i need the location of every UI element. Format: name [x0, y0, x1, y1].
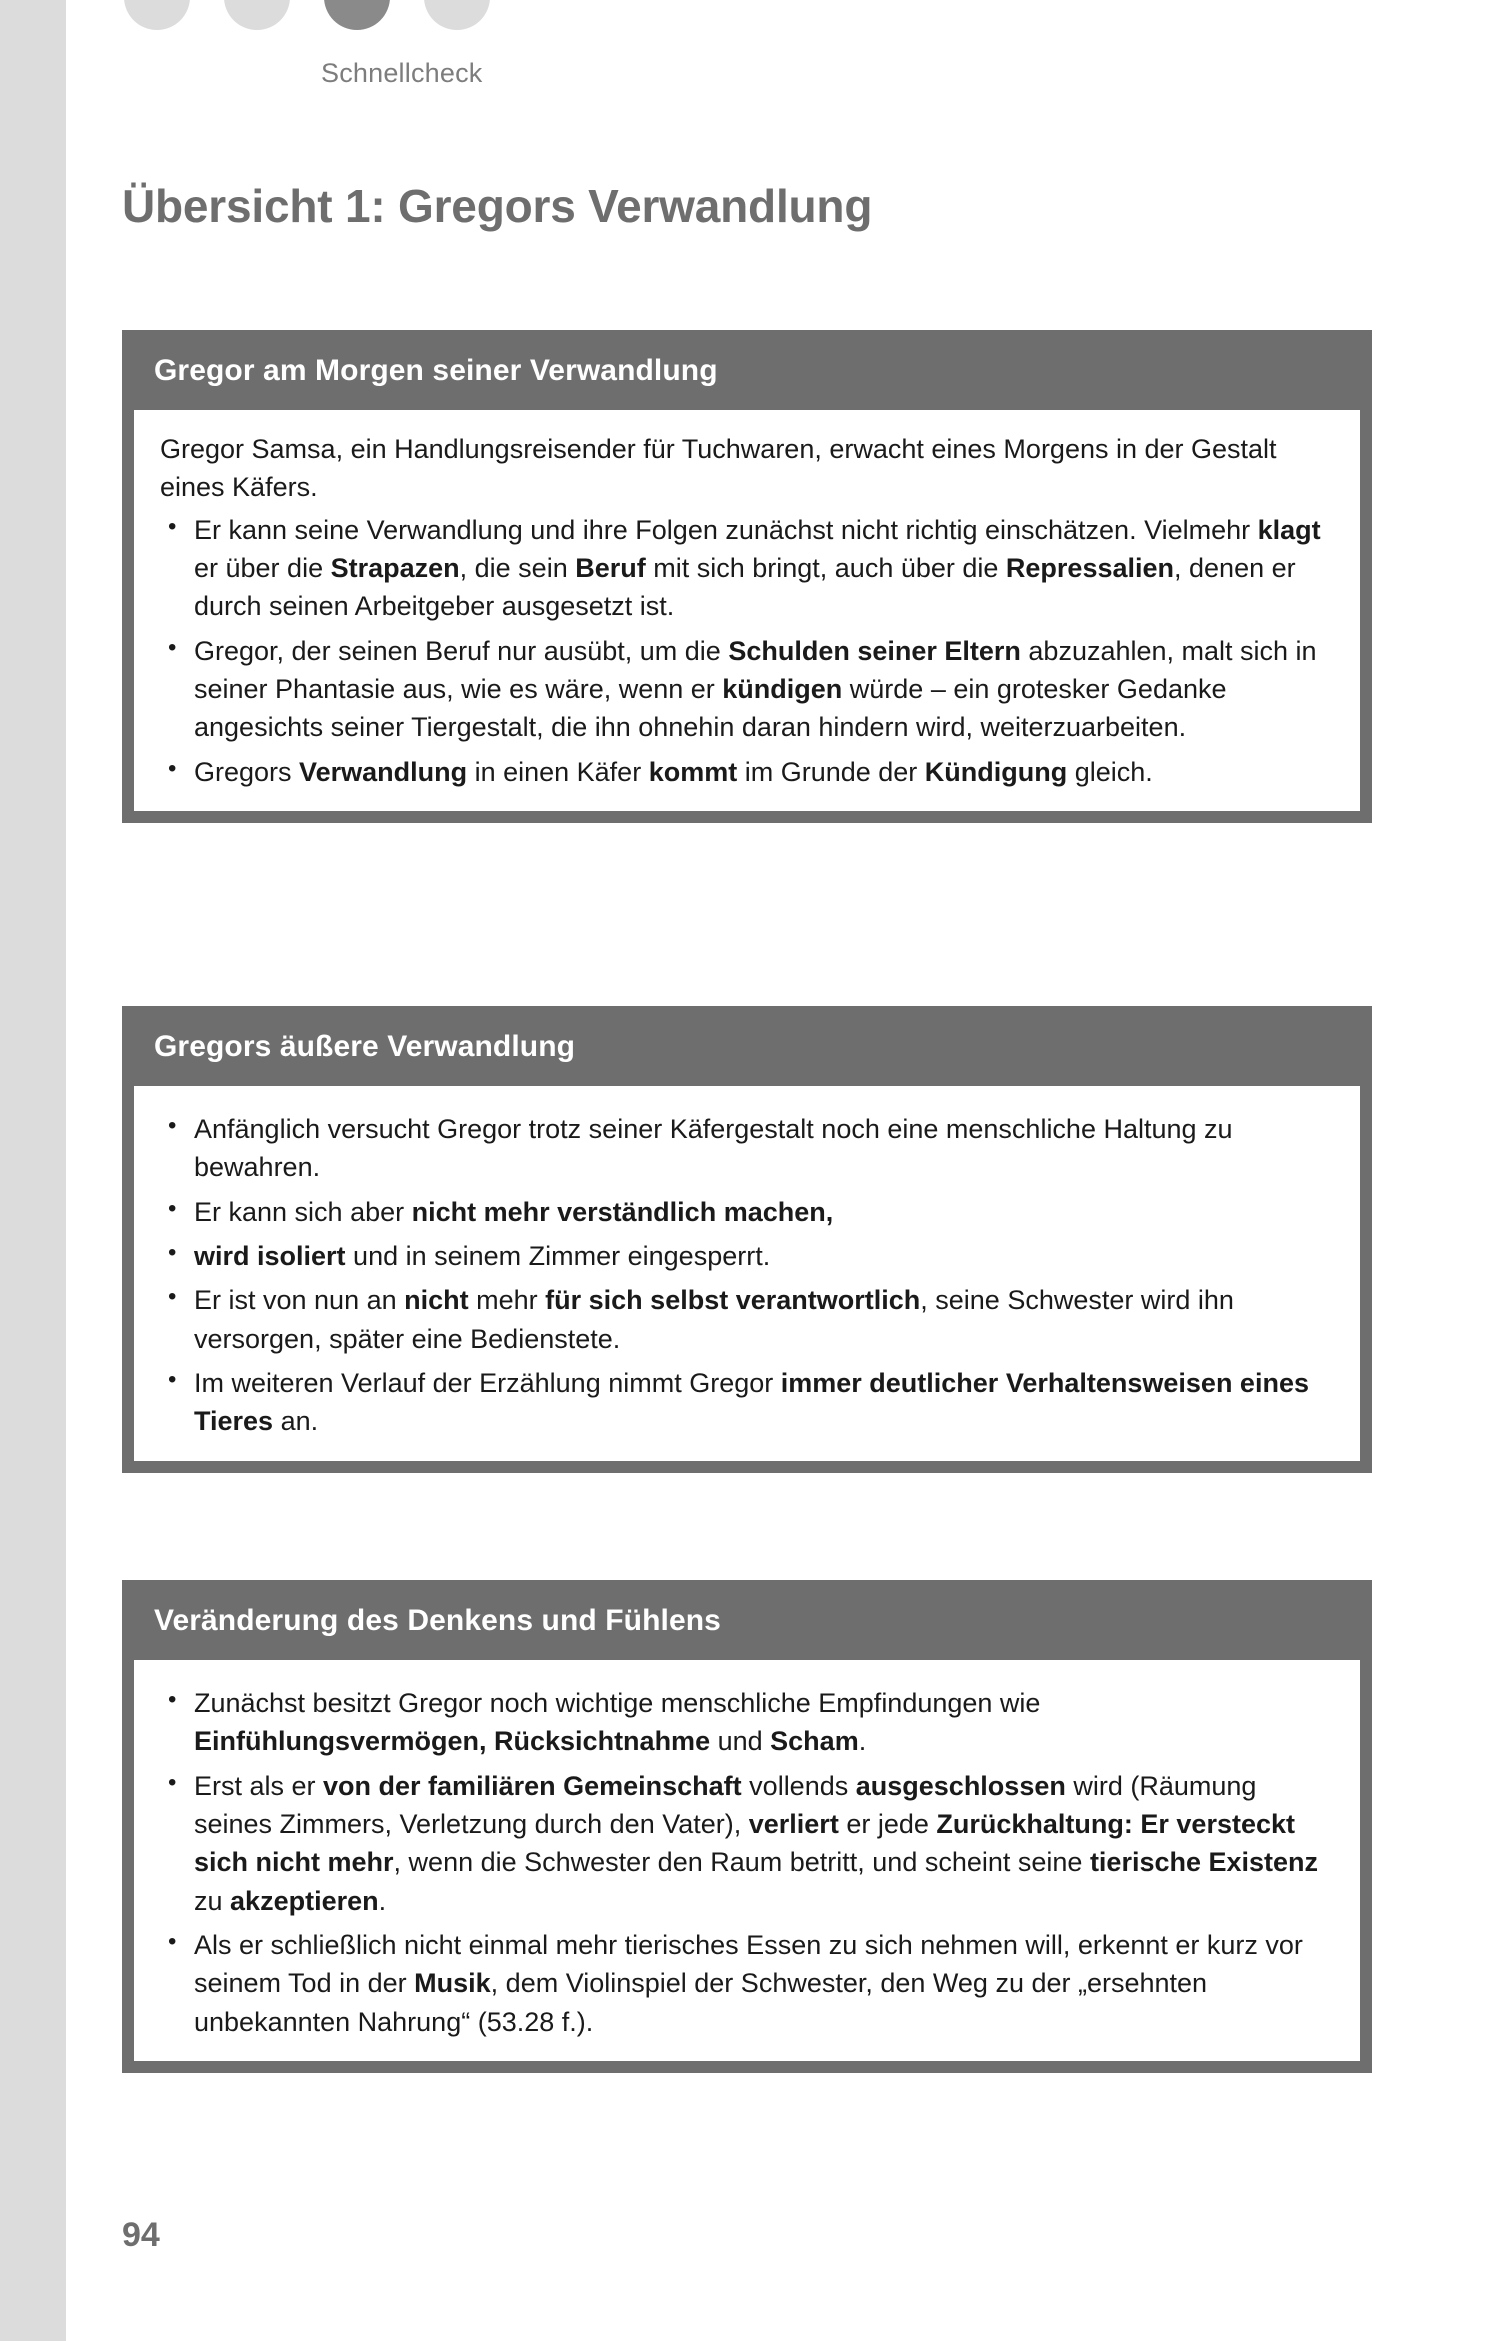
emphasis-text: Musik — [414, 1968, 491, 1999]
content-box-3 — [122, 1580, 1372, 2073]
emphasis-text: Strapazen — [330, 552, 460, 583]
box-3-heading: Veränderung des Denkens und Fühlens — [154, 1604, 721, 1637]
emphasis-text: ausgeschlossen — [855, 1770, 1066, 1801]
emphasis-text: Er versteckt sich nicht mehr — [194, 1808, 1295, 1878]
emphasis-text: kommt — [648, 756, 738, 787]
left-margin-stripe — [0, 0, 66, 2341]
list-item: • Zunächst besitzt Gregor noch wichtige menschliche Empfindungen wie Einfühlungsvermögen, Rücksichtnahme und Scham. — [160, 1684, 1334, 1761]
list-item: • Anfänglich versucht Gregor trotz seiner Käfergestalt noch eine menschliche Haltung zu bewahren. — [160, 1110, 1334, 1187]
chapter-dots — [124, 0, 604, 34]
emphasis-text: Kündigung — [924, 756, 1068, 787]
box-1-bullet-list — [160, 511, 1334, 791]
emphasis-text: nicht — [404, 1285, 469, 1316]
list-item: • Er kann sich aber nicht mehr verständlich machen, — [160, 1193, 1334, 1231]
section-label: Schnellcheck — [321, 58, 483, 88]
list-item: • Gregor, der seinen Beruf nur ausübt, um die Schulden seiner Eltern abzuzahlen, malt sich in seiner Phantasie aus, wie es wäre, wenn er kündigen würde – ein grotesker Gedanke angesichts seiner Tiergestalt, die ihn ohnehin daran hindern wird, weiterzuarbeiten. — [160, 632, 1334, 747]
emphasis-text: verliert — [748, 1808, 839, 1839]
emphasis-text: immer deutlicher Verhaltensweisen eines Tieres — [194, 1367, 1309, 1437]
emphasis-text: für sich selbst verantwortlich — [545, 1285, 921, 1316]
box-3-body — [134, 1660, 1360, 2061]
box-2-bullet-list — [160, 1110, 1334, 1441]
emphasis-text: Scham — [770, 1726, 859, 1757]
content-box-1 — [122, 330, 1372, 823]
emphasis-text: Beruf — [575, 552, 646, 583]
emphasis-text: Schulden seiner Eltern — [728, 635, 1021, 666]
emphasis-text: kündigen — [722, 673, 843, 704]
page-title: Übersicht 1: Gregors Verwandlung — [122, 179, 873, 232]
list-item: • wird isoliert und in seinem Zimmer eingesperrt. — [160, 1237, 1334, 1275]
chapter-dot-4-icon — [424, 0, 490, 30]
list-item: • Gregors Verwandlung in einen Käfer kommt im Grunde der Kündigung gleich. — [160, 753, 1334, 791]
list-item: • Er kann seine Verwandlung und ihre Folgen zunächst nicht richtig einschätzen. Vielmehr klagt er über die Strapazen, die sein Beruf mit sich bringt, auch über die Repressalien, denen er durch seinen Arbeitgeber ausgesetzt ist. — [160, 511, 1334, 626]
emphasis-text: akzeptieren — [230, 1885, 379, 1916]
emphasis-text: Repressalien — [1005, 552, 1175, 583]
box-2-heading: Gregors äußere Verwandlung — [154, 1030, 576, 1063]
emphasis-text: Einfühlungsvermögen, Rücksichtnahme — [194, 1726, 711, 1757]
list-item: • Im weiteren Verlauf der Erzählung nimmt Gregor immer deutlicher Verhaltensweisen eines Tieres an. — [160, 1364, 1334, 1441]
box-2-body — [134, 1086, 1360, 1461]
box-1-body — [134, 410, 1360, 811]
emphasis-text: von der familiären Gemeinschaft — [323, 1770, 742, 1801]
list-item: • Als er schließlich nicht einmal mehr tierisches Essen zu sich nehmen will, erkennt er kurz vor seinem Tod in der Musik, dem Violinspiel der Schwester, den Weg zu der „ersehnten unbekannten Nahrung“ (53.28 f.). — [160, 1926, 1334, 2041]
chapter-dot-1-icon — [124, 0, 190, 30]
emphasis-text: Zurückhaltung: — [936, 1808, 1133, 1839]
emphasis-text: nicht mehr verständlich machen, — [411, 1196, 834, 1227]
chapter-dot-2-icon — [224, 0, 290, 30]
content-box-2 — [122, 1006, 1372, 1473]
box-3-bullet-list — [160, 1684, 1334, 2041]
box-1-lead: Gregor Samsa, ein Handlungsreisender für Tuchwaren, erwacht eines Morgens in der Gestalt eines Käfers. — [160, 434, 1277, 503]
emphasis-text: klagt — [1257, 514, 1321, 545]
emphasis-text: tierische Existenz — [1089, 1847, 1319, 1878]
emphasis-text: Verwandlung — [299, 756, 468, 787]
page-number: 94 — [122, 2216, 160, 2254]
list-item: • Erst als er von der familiären Gemeinschaft vollends ausgeschlossen wird (Räumung seines Zimmers, Verletzung durch den Vater), verliert er jede Zurückhaltung: Er versteckt sich nicht mehr, wenn die Schwester den Raum betritt, und scheint seine tierische Existenz zu akzeptieren. — [160, 1767, 1334, 1920]
box-1-heading: Gregor am Morgen seiner Verwandlung — [154, 354, 718, 387]
page-content — [66, 0, 1501, 2341]
list-item: • Er ist von nun an nicht mehr für sich selbst verantwortlich, seine Schwester wird ihn versorgen, später eine Bedienstete. — [160, 1281, 1334, 1358]
chapter-dot-3-active-icon — [324, 0, 390, 30]
emphasis-text: wird isoliert — [194, 1240, 346, 1271]
